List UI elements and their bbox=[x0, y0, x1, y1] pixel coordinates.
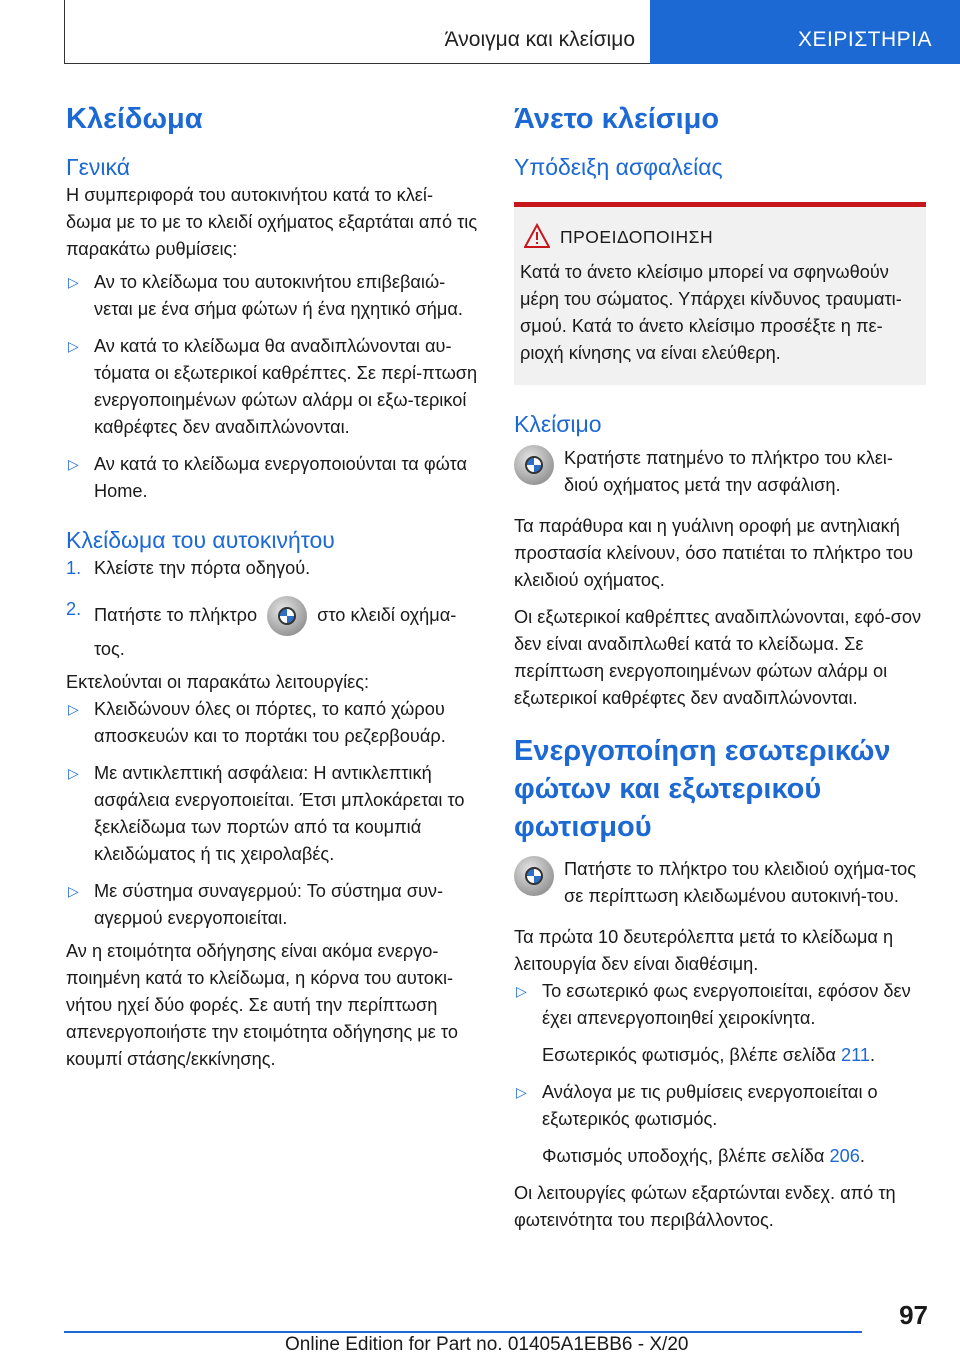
warning-text: Κατά το άνετο κλείσιμο μπορεί να σφηνωθούν μέρη του σώματος. Υπάρχει κίνδυνος τραυματι-σμού. Κατά το άνετο κλείσιμο προσέξτε η πε-ριοχή κίνησης να είναι ελεύθερη. bbox=[520, 262, 902, 363]
list-item: ▷ Με αντικλεπτική ασφάλεια: Η αντικλεπτική ασφάλεια ενεργοποιείται. Έτσι μπλοκάρεται το ξεκλείδωμα των πορτών από τα κουμπιά κλειδώματος ή τις χειρολαβές. bbox=[66, 760, 478, 868]
left-column bbox=[66, 100, 478, 1073]
lights-instruction: Πατήστε το πλήκτρο του κλειδιού οχήμα-τος σε περίπτωση κλειδωμένου αυτοκινή-του. bbox=[514, 856, 926, 910]
settings-list bbox=[66, 269, 478, 505]
page-number: 97 bbox=[899, 1300, 928, 1330]
bullet-triangle-icon: ▷ bbox=[516, 1084, 527, 1100]
intro-paragraph: Η συμπεριφορά του αυτοκινήτου κατά το κλεί-δωμα με το με το κλειδί οχήματος εξαρτάται από τις παρακάτω ρυθμίσεις: bbox=[66, 185, 478, 259]
heading-locking: Κλείδωμα bbox=[66, 103, 203, 135]
page-reference: Φωτισμός υποδοχής, βλέπε σελίδα 206. bbox=[542, 1146, 865, 1166]
bullet-triangle-icon: ▷ bbox=[68, 456, 79, 472]
warning-triangle-icon bbox=[524, 223, 550, 249]
list-item: ▷ Το εσωτερικό φως ενεργοποιείται, εφόσον δεν έχει απενεργοποιηθεί χειροκίνητα. Εσωτερικός φωτισμός, βλέπε σελίδα 211. bbox=[514, 978, 926, 1069]
seconds-paragraph: Τα πρώτα 10 δευτερόλεπτα μετά το κλείδωμα η λειτουργία δεν είναι διαθέσιμη. bbox=[514, 927, 894, 974]
right-column bbox=[514, 100, 926, 1234]
heading-lights: Ενεργοποίηση εσωτερικών φώτων και εξωτερικού φωτισμού bbox=[514, 735, 891, 843]
steps-list bbox=[66, 555, 478, 663]
warning-box bbox=[514, 202, 926, 385]
mirrors-paragraph: Οι εξωτερικοί καθρέπτες αναδιπλώνονται, εφό-σον δεν είναι αναδιπλωθεί κατά το κλείδωμα. Σε περίπτωση ενεργοποιημένων φώτων αλάρμ οι εξωτερικοί καθρέφτες δεν αναδιπλώνονται. bbox=[514, 607, 922, 708]
bullet-triangle-icon: ▷ bbox=[68, 274, 79, 290]
key-button-icon bbox=[267, 596, 307, 636]
lights-list bbox=[514, 978, 926, 1170]
heading-comfort-closing: Άνετο κλείσιμο bbox=[514, 103, 720, 135]
header-chapter-tab: ΧΕΙΡΙΣΤΗΡΙΑ bbox=[650, 0, 960, 64]
heading-vehicle-locking: Κλείδωμα του αυτοκινήτου bbox=[66, 527, 335, 553]
key-button-icon bbox=[514, 856, 554, 896]
functions-paragraph: Εκτελούνται οι παρακάτω λειτουργίες: bbox=[66, 672, 370, 692]
key-button-icon bbox=[514, 445, 554, 485]
brightness-paragraph: Οι λειτουργίες φώτων εξαρτώνται ενδεχ. από τη φωτεινότητα του περιβάλλοντος. bbox=[514, 1183, 896, 1230]
bullet-triangle-icon: ▷ bbox=[68, 765, 79, 781]
bullet-triangle-icon: ▷ bbox=[68, 338, 79, 354]
page-link-211[interactable]: 211 bbox=[840, 1045, 870, 1065]
functions-list bbox=[66, 696, 478, 932]
list-item: ▷ Αν κατά το κλείδωμα ενεργοποιούνται τα φώτα Home. bbox=[66, 451, 478, 505]
windows-paragraph: Τα παράθυρα και η γυάλινη οροφή με αντηλιακή προστασία κλείνουν, όσο πατιέται το πλήκτρο του κλειδιού οχήματος. bbox=[514, 516, 914, 590]
heading-closing: Κλείσιμο bbox=[514, 411, 602, 437]
step-item: 1. Κλείστε την πόρτα οδηγού. bbox=[66, 558, 311, 578]
drive-ready-paragraph: Αν η ετοιμότητα οδήγησης είναι ακόμα ενεργο-ποιημένη κατά το κλείδωμα, η κόρνα του αυτοκι-νήτου ηχεί δύο φορές. Σε αυτή την περίπτωση απενεργοποιήστε την ετοιμότητα οδήγησης με το κουμπί στάσης/εκκίνησης. bbox=[66, 941, 458, 1069]
list-item: ▷ Με σύστημα συναγερμού: Το σύστημα συν-αγερμού ενεργοποιείται. bbox=[66, 878, 478, 932]
list-item: ▷ Κλειδώνουν όλες οι πόρτες, το καπό χώρου αποσκευών και το πορτάκι του ρεζερβουάρ. bbox=[66, 696, 478, 750]
heading-general: Γενικά bbox=[66, 154, 131, 180]
warning-title: ΠΡΟΕΙΔΟΠΟΙΗΣΗ bbox=[520, 225, 916, 249]
header-section-title: Άνοιγμα και κλείσιμο bbox=[444, 28, 635, 51]
footer-edition: Online Edition for Part no. 01405A1EBB6 - X/20 bbox=[285, 1334, 689, 1355]
page-link-206[interactable]: 206 bbox=[829, 1146, 860, 1166]
list-item: ▷ Αν το κλείδωμα του αυτοκινήτου επιβεβαιώ-νεται με ένα σήμα φώτων ή ένα ηχητικό σήμα. bbox=[66, 269, 478, 323]
page-reference: Εσωτερικός φωτισμός, βλέπε σελίδα 211. bbox=[542, 1045, 876, 1065]
list-item: ▷ Ανάλογα με τις ρυθμίσεις ενεργοποιείται ο εξωτερικός φωτισμός. Φωτισμός υποδοχής, βλέπε σελίδα 206. bbox=[514, 1079, 926, 1170]
list-item: ▷ Αν κατά το κλείδωμα θα αναδιπλώνονται αυ-τόματα οι εξωτερικοί καθρέπτες. Σε περί-πτωση ενεργοποιημένων φώτων αλάρμ οι εξω-τερικοί καθρέφτες δεν αναδιπλώνονται. bbox=[66, 333, 478, 441]
footer-divider bbox=[64, 1331, 862, 1333]
closing-instruction: Κρατήστε πατημένο το πλήκτρο του κλει-διού οχήματος μετά την ασφάλιση. bbox=[514, 445, 926, 499]
bullet-triangle-icon: ▷ bbox=[516, 983, 527, 999]
step-item: 2. Πατήστε το πλήκτρο στο κλειδί οχήμα-τος. bbox=[66, 596, 478, 663]
heading-safety-note: Υπόδειξη ασφαλείας bbox=[514, 154, 723, 180]
bullet-triangle-icon: ▷ bbox=[68, 701, 79, 717]
bullet-triangle-icon: ▷ bbox=[68, 883, 79, 899]
